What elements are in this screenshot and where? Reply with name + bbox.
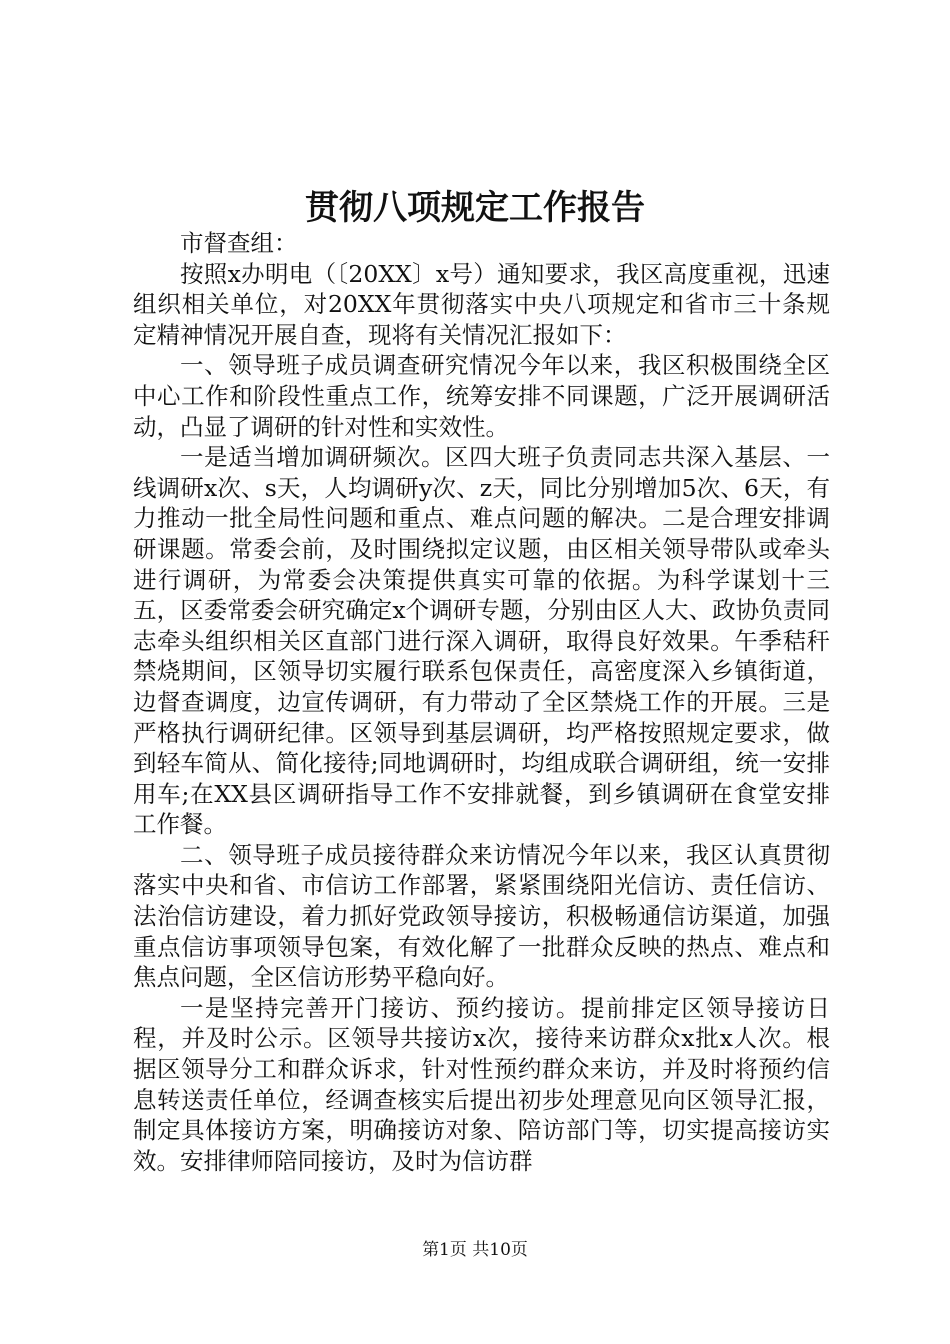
paragraph-salutation: 市督查组：	[180, 229, 298, 257]
document-body	[133, 228, 830, 1176]
paragraph-intro: 按照x办明电（〔20XX〕x号）通知要求，我区高度重视，迅速组织相关单位，对20XX年贯彻落实中央八项规定和省市三十条规定精神情况开展自查，现将有关情况汇报如下：	[133, 259, 830, 349]
paragraph-section-one-details: 一是适当增加调研频次。区四大班子负责同志共深入基层、一线调研x次、s天，人均调研y次、z天，同比分别增加5次、6天，有力推动一批全局性问题和重点、难点问题的解决。二是合理安排调研课题。常委会前，及时围绕拟定议题，由区相关领导带队或牵头进行调研，为常委会决策提供真实可靠的依据。为科学谋划十三五，区委常委会研究确定x个调研专题，分别由区人大、政协负责同志牵头组织相关区直部门进行深入调研，取得良好效果。午季秸秆禁烧期间，区领导切实履行联系包保责任，高密度深入乡镇街道，边督查调度，边宣传调研，有力带动了全区禁烧工作的开展。三是严格执行调研纪律。区领导到基层调研，均严格按照规定要求，做到轻车简从、简化接待;同地调研时，均组成联合调研组，统一安排用车;在XX县区调研指导工作不安排就餐，到乡镇调研在食堂安排工作餐。	[133, 443, 830, 839]
paragraph-section-one: 一、领导班子成员调查研究情况今年以来，我区积极围绕全区中心工作和阶段性重点工作，统筹安排不同课题，广泛开展调研活动，凸显了调研的针对性和实效性。	[133, 351, 830, 441]
paragraph-section-two: 二、领导班子成员接待群众来访情况今年以来，我区认真贯彻落实中央和省、市信访工作部署，紧紧围绕阳光信访、责任信访、法治信访建设，着力抓好党政领导接访，积极畅通信访渠道，加强重点信访事项领导包案，有效化解了一批群众反映的热点、难点和焦点问题，全区信访形势平稳向好。	[133, 840, 830, 992]
page-number-footer: 第1页 共10页	[422, 1240, 528, 1260]
paragraph-section-two-details: 一是坚持完善开门接访、预约接访。提前排定区领导接访日程，并及时公示。区领导共接访x次，接待来访群众x批x人次。根据区领导分工和群众诉求，针对性预约群众来访，并及时将预约信息转送责任单位，经调查核实后提出初步处理意见向区领导汇报，制定具体接访方案，明确接访对象、陪访部门等，切实提高接访实效。安排律师陪同接访，及时为信访群	[133, 993, 830, 1175]
document-title: 贯彻八项规定工作报告	[305, 188, 645, 228]
